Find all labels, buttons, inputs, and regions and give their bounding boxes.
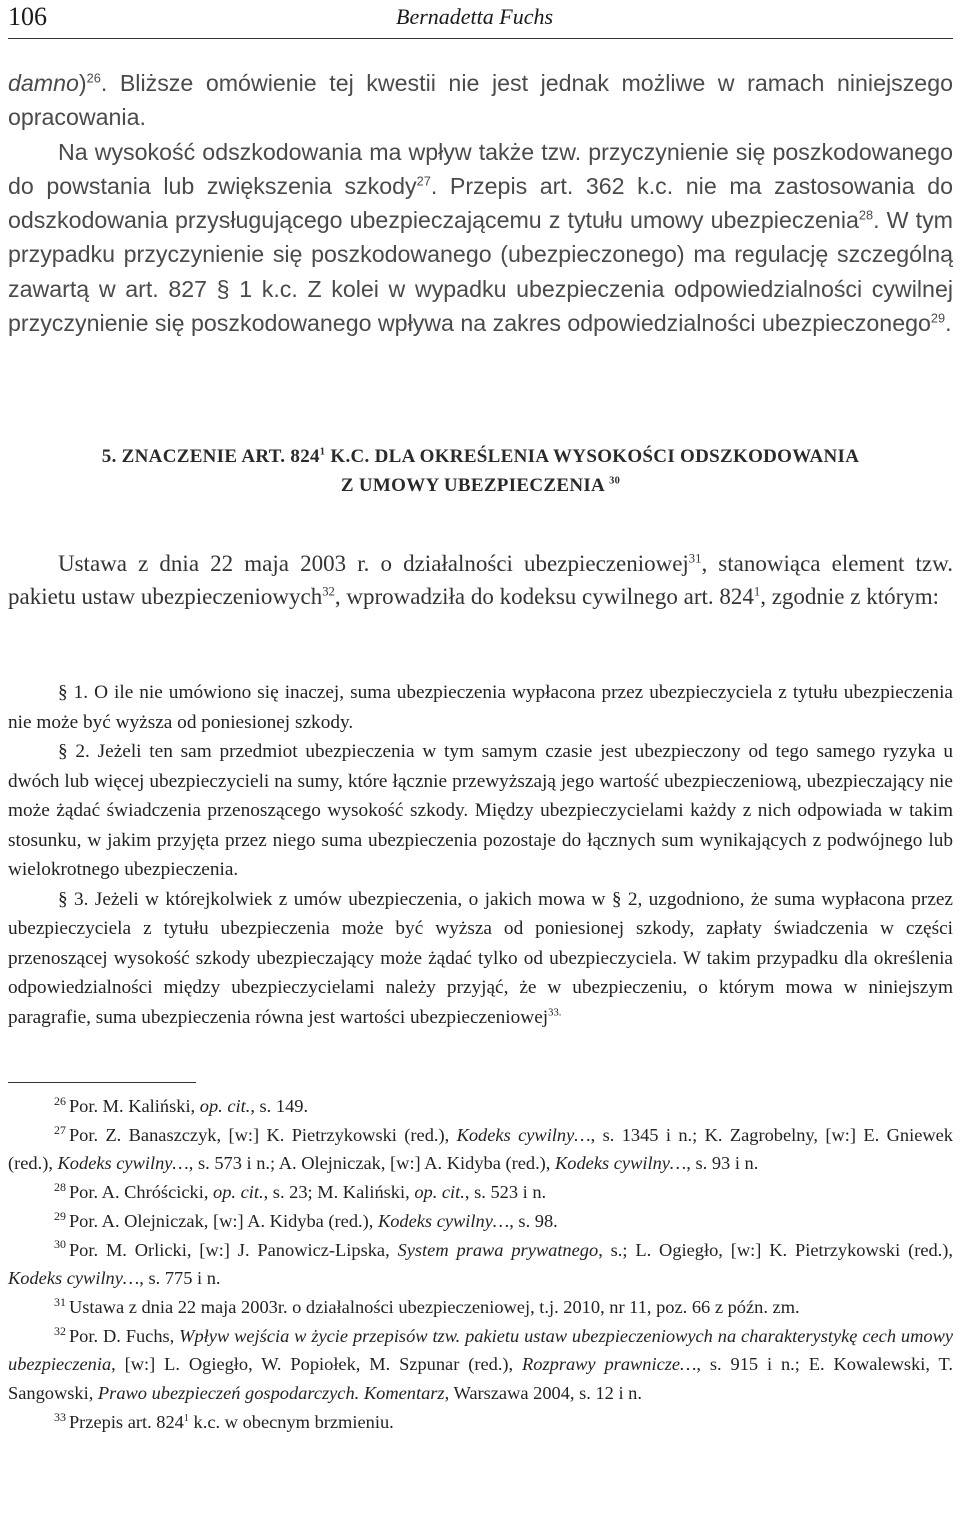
footnote-29: $^{29}$ Por. A. Olejniczak, [w:] A. Kidyba (red.), Kodeks cywilny…, s. 98.: [54, 1208, 558, 1231]
header-rule: [8, 38, 953, 39]
footnote-28: $^{28}$ Por. A. Chróścicki, op. cit., s. 23; M. Kaliński, op. cit., s. 523 i n.: [54, 1179, 547, 1203]
footnote-ref-33[interactable]: 33.: [548, 1007, 562, 1019]
footnote-ref-31[interactable]: 31: [688, 551, 702, 566]
law-paragraph: Ustawa z dnia 22 maja 2003 r. o działalności ubezpieczeniowej$^{31}$, stanowiąca element tzw. pakietu ustaw ubezpieczeniowych$^{32}$, wprowadziła do kodeksu cywilnego art. $824^1$, zgodnie z którym:: [8, 551, 953, 609]
footnote-31: $^{31}$ Ustawa z dnia 22 maja 2003r. o działalności ubezpieczeniowej, t.j. 2010, nr 11, poz. 66 z późn. zm.: [54, 1294, 800, 1317]
section-heading-line-1: 5. ZNACZENIE ART. $824^1$ K.C. DLA OKREŚLENIA WYSOKOŚCI ODSZKODOWANIA: [101, 446, 860, 467]
paragraph-1: damno)$^{26}$. Bliższe omówienie tej kwestii nie jest jednak możliwe w ramach niniejszego opracowania.: [8, 70, 953, 131]
statute-quote: [8, 678, 953, 1032]
footnote-ref-30[interactable]: 30: [609, 475, 621, 487]
statute-section-1: § 1. O ile nie umówiono się inaczej, suma ubezpieczenia wypłacona przez ubezpieczyciela z tytułu ubezpieczenia nie może być wyższa od poniesionej szkody.: [8, 682, 953, 733]
section-heading-line-2: Z UMOWY UBEZPIECZENIA $^{30}$: [340, 475, 621, 496]
footnote-ref-26[interactable]: 26: [86, 70, 101, 86]
running-author: Bernadetta Fuchs: [396, 4, 554, 29]
page-number: 106: [8, 2, 47, 31]
footnote-33: $^{33}$ Przepis art. $824^1$ k.c. w obecnym brzmieniu.: [54, 1409, 394, 1432]
section-heading: [8, 442, 953, 500]
footnote-26: $^{26}$ Por. M. Kaliński, op. cit., s. 149.: [54, 1093, 309, 1116]
footnote-ref-27[interactable]: 27: [416, 173, 431, 189]
footnote-32: $^{32}$ Por. D. Fuchs, Wpływ wejścia w życie przepisów tzw. pakietu ustaw ubezpieczeniowych na charakterystykę cech umowy ubezpieczenia, [w:] L. Ogiegło, W. Popiołek, M. Szpunar (red.), Rozprawy prawnicze…, s. 915 i n.; E. Kowalewski, T. Sangowski, Prawo ubezpieczeń gospodarczych. Komentarz, Warszawa 2004, s. 12 i n.: [8, 1323, 954, 1404]
body-text: [8, 66, 953, 340]
footnote-separator: [8, 1082, 196, 1083]
footnote-30: $^{30}$ Por. M. Orlicki, [w:] J. Panowicz-Lipska, System prawa prywatnego, s.; L. Ogiegło, [w:] K. Pietrzykowski (red.), Kodeks cywilny…, s. 775 i n.: [8, 1237, 954, 1289]
statute-section-2: § 2. Jeżeli ten sam przedmiot ubezpieczenia w tym samym czasie jest ubezpieczony od tego samego ryzyka u dwóch lub więcej ubezpieczycieli na sumy, które łącznie przewyższają jego wartość ubezpieczeniową, ubezpieczający nie może żądać świadczenia przenoszącego wysokość szkody. Między ubezpieczycielami każdy z nich odpowiada w takim stosunku, w jakim przyjęta przez niego suma ubezpieczenia pozostaje do łącznych sum wynikających z podwójnego lub wielokrotnego ubezpieczenia.: [8, 741, 953, 880]
paragraph-2: Na wysokość odszkodowania ma wpływ także tzw. przyczynienie się poszkodowanego do powstania lub zwiększenia szkody$^{27}$. Przepis art. 362 k.c. nie ma zastosowania do odszkodowania przysługującego ubezpieczającemu z tytułu umowy ubezpieczenia$^{28}$. W tym przypadku przyczynienie się poszkodowanego (ubezpieczonego) ma regulację szczególną zawartą w art. 827 § 1 k.c. Z kolei w wypadku ubezpieczenia odpowiedzialności cywilnej przyczynienie się poszkodowanego wpływa na zakres odpowiedzialności ubezpieczonego$^{29}$.: [8, 138, 953, 337]
footnote-ref-29[interactable]: 29: [930, 310, 946, 326]
footnote-ref-32[interactable]: 32: [322, 583, 335, 598]
footnotes: [8, 1092, 953, 1436]
latin-term: damno: [8, 70, 79, 96]
footnote-ref-28[interactable]: 28: [858, 207, 874, 223]
footnote-27: $^{27}$ Por. Z. Banaszczyk, [w:] K. Pietrzykowski (red.), Kodeks cywilny…, s. 1345 i n.; K. Zagrobelny, [w:] E. Gniewek (red.), Kodeks cywilny…, s. 573 i n.; A. Olejniczak, [w:] A. Kidyba (red.), Kodeks cywilny…, s. 93 i n.: [8, 1122, 953, 1174]
running-header: [8, 0, 953, 40]
statute-section-3: § 3. Jeżeli w którejkolwiek z umów ubezpieczenia, o jakich mowa w § 2, uzgodniono, że suma wypłacona przez ubezpieczyciela z tytułu ubezpieczenia może być wyższa od poniesionej szkody, zapłaty świadczenia w części przenoszącej wysokość szkody ubezpieczający może żądać tylko od ubezpieczyciela. W takim przypadku dla określenia odpowiedzialności między ubezpieczycielami należy przyjąć, że w ubezpieczeniu, o którym mowa w niniejszym paragrafie, suma ubezpieczenia równa jest wartości ubezpieczeniowej$^{33.}$: [8, 888, 953, 1028]
document-page: [8, 0, 953, 1521]
